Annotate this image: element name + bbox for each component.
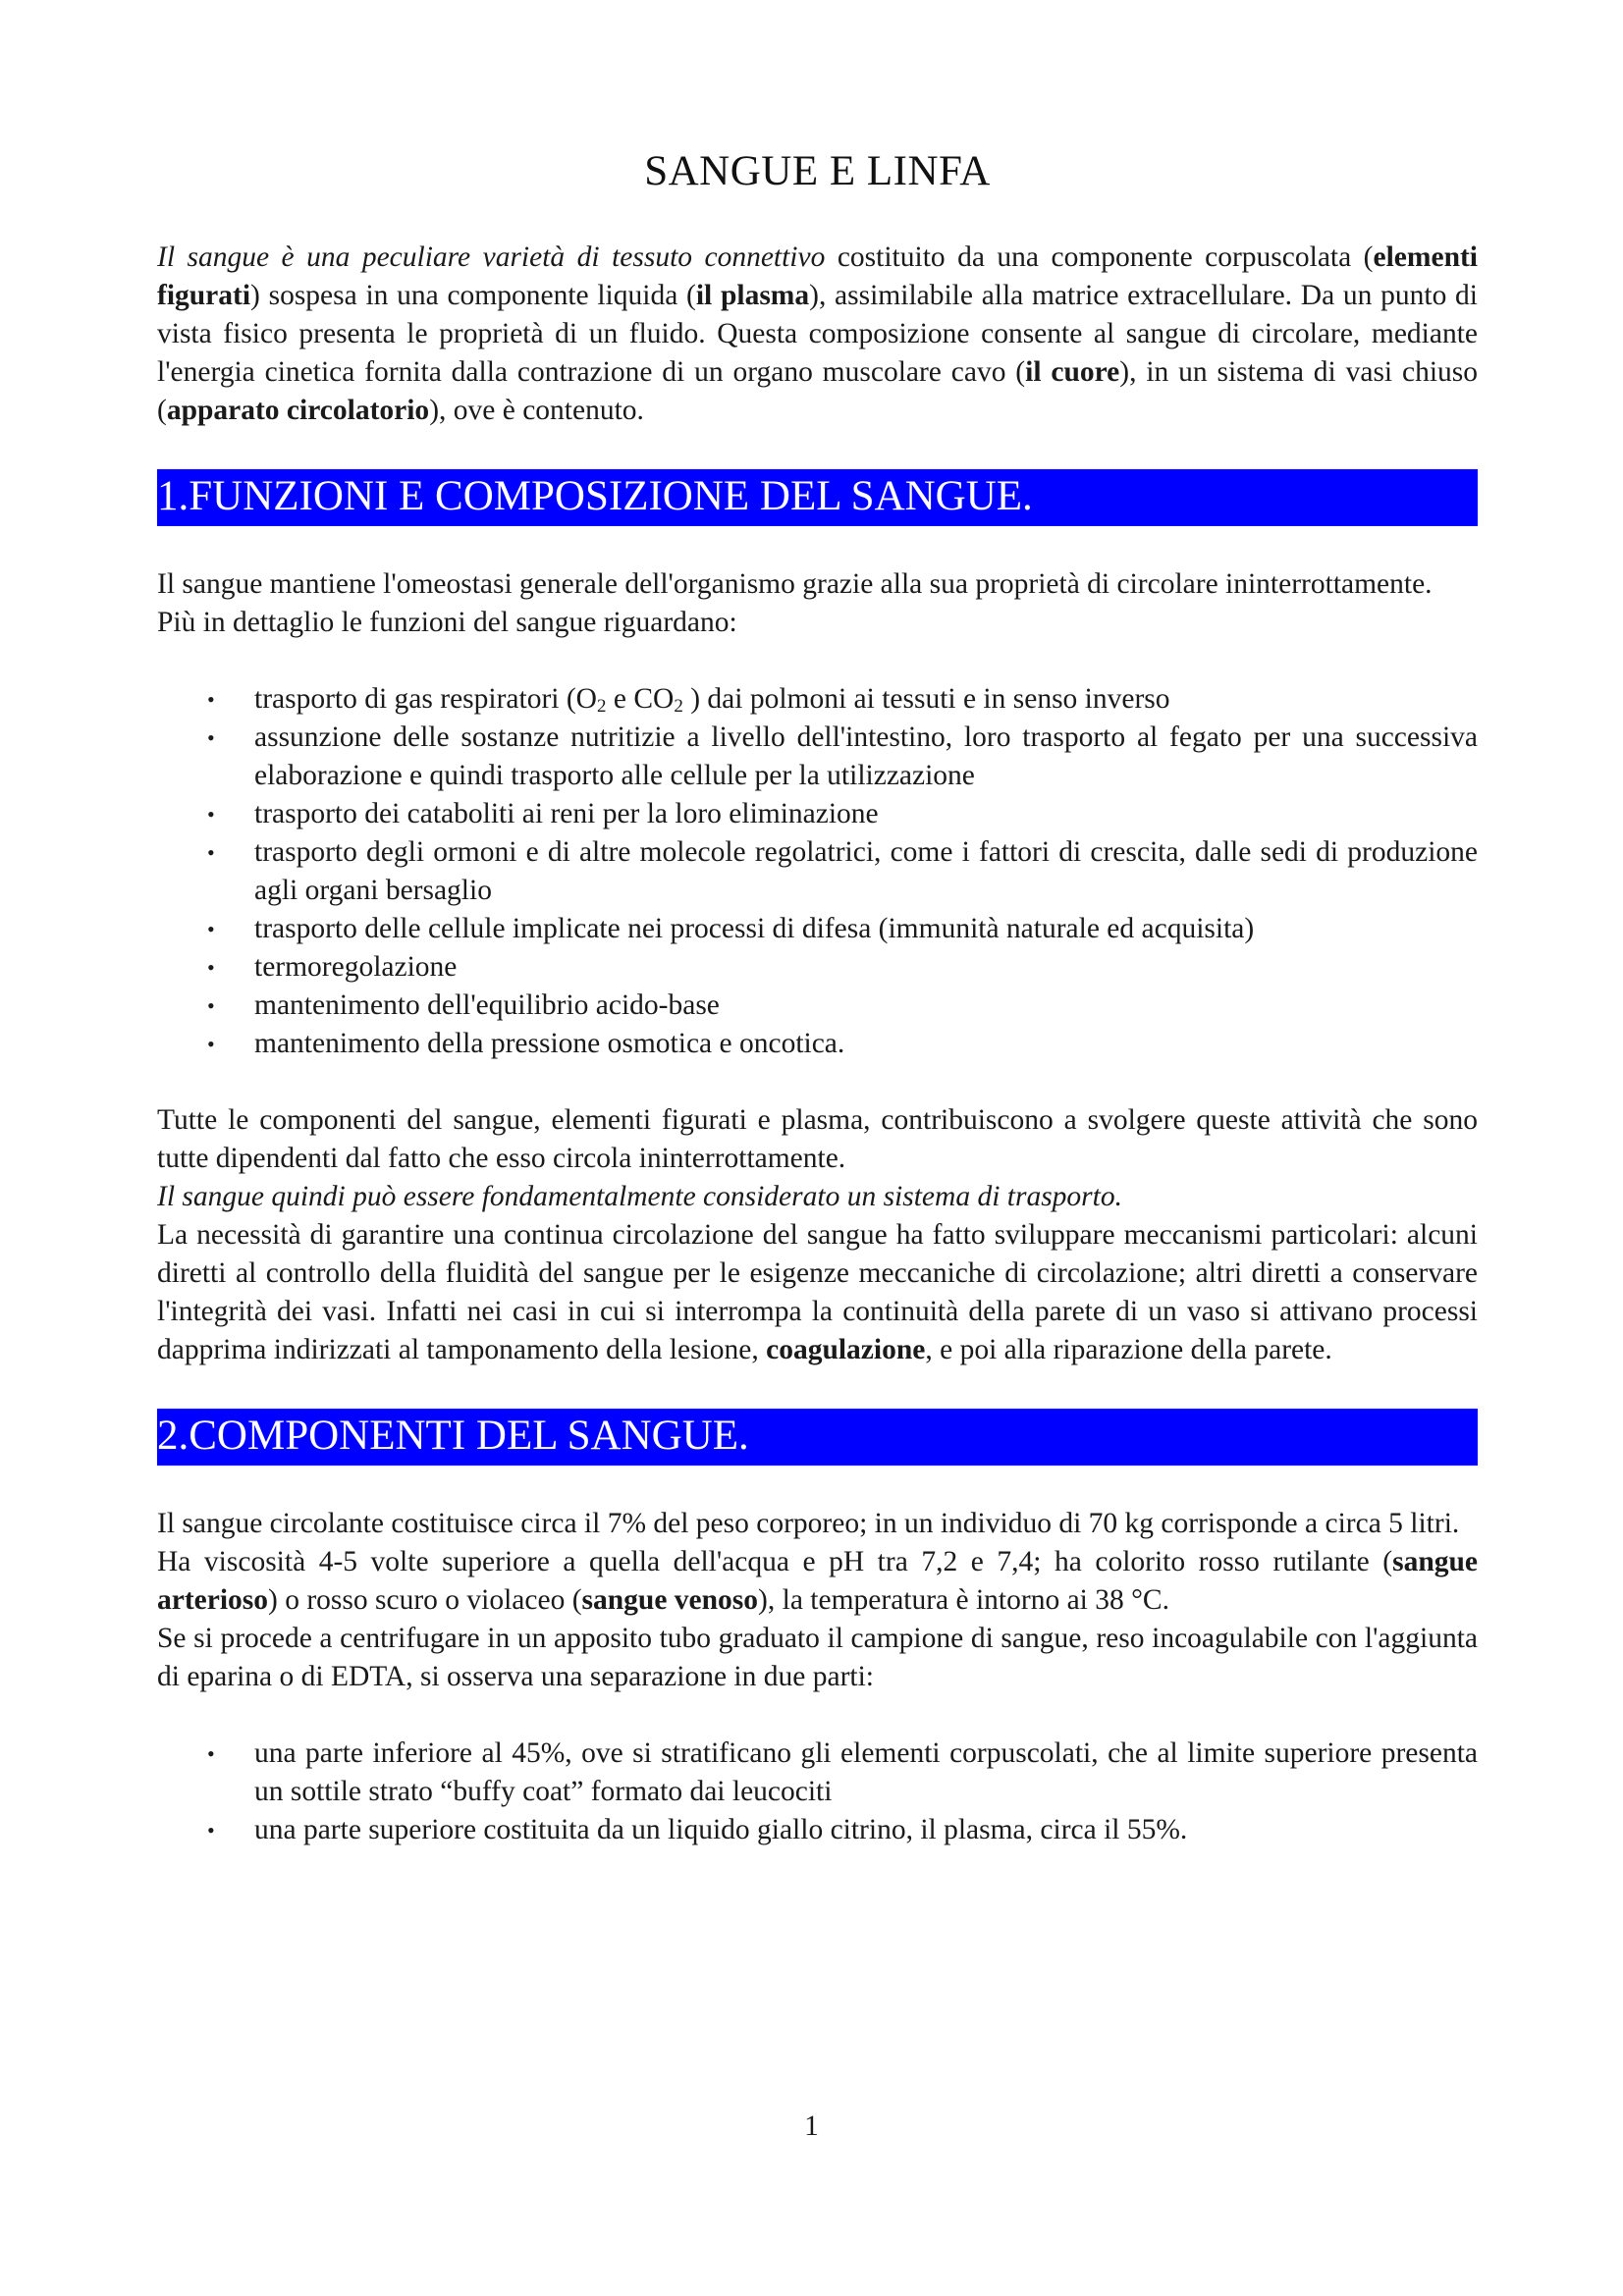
term-plasma: il plasma — [695, 280, 810, 311]
bullet-icon: • — [207, 917, 215, 941]
section2-paragraph-volume: Il sangue circolante costituisce circa il 7% del peso corporeo; in un individuo di 70 kg corrisponde a circa 5 litri. — [157, 1508, 1460, 1539]
spacer — [157, 1696, 1478, 1735]
list-item: • trasporto di gas respiratori ($O_2$ e $CO_2$ ) dai polmoni ai tessuti e in senso inverso — [157, 680, 1478, 719]
section1-paragraph-trasporto: Il sangue quindi può essere fondamentalmente considerato un sistema di trasporto. — [157, 1181, 1122, 1212]
section-heading-componenti: 2.COMPONENTI DEL SANGUE. — [157, 1409, 1478, 1466]
document-title: SANGUE E LINFA — [644, 148, 991, 194]
term-sangue-venoso: sangue venoso — [581, 1584, 759, 1616]
functions-list — [157, 680, 1478, 1063]
spacer — [157, 1063, 1478, 1101]
intro-paragraph: Il sangue è una peculiare varietà di tessuto connettivo costituito da una componente corpuscolata (elementi figurati) sospesa in una componente liquida (il plasma), assimilabile alla matrice extracellulare. Da un punto di vista fisico presenta le proprietà di un fluido. Questa composizione consente al sangue di circolare, mediante l'energia cinetica fornita dalla contrazione di un organo muscolare cavo (il cuore), in un sistema di vasi chiuso (apparato circolatorio), ove è contenuto. — [157, 241, 1478, 426]
page-number: 1 — [804, 2110, 819, 2142]
list-item: • trasporto dei cataboliti ai reni per la loro eliminazione — [157, 795, 1478, 833]
bullet-icon: • — [207, 725, 215, 750]
term-coagulazione: coagulazione — [766, 1334, 926, 1365]
bullet-icon: • — [207, 1032, 215, 1056]
section1-paragraph-coagulazione: La necessità di garantire una continua circolazione del sangue ha fatto sviluppare meccanismi particolari: alcuni diretti al controllo della fluidità del sangue per le esigenze meccaniche di circolazione; altri diretti a conservare l'integrità dei vasi. Infatti nei casi in cui si interrompa la continuità della parete di un vaso si attivano processi dapprima indirizzati al tamponamento della lesione, coagulazione, e poi alla riparazione della parete. — [157, 1219, 1478, 1365]
bullet-icon: • — [207, 1818, 215, 1842]
list-item: • una parte superiore costituita da un liquido giallo citrino, il plasma, circa il 55%. — [157, 1811, 1478, 1849]
section1-paragraph-omeostasi: Il sangue mantiene l'omeostasi generale dell'organismo grazie alla sua proprietà di circolare ininterrottamente. — [157, 568, 1433, 600]
bullet-icon: • — [207, 840, 215, 865]
section1-paragraph-componenti: Tutte le componenti del sangue, elementi figurati e plasma, contribuiscono a svolgere queste attività che sono tutte dipendenti dal fatto che esso circola ininterrottamente. — [157, 1104, 1478, 1174]
term-elementi-figurati: elementi figurati — [157, 241, 1478, 311]
list-item: • trasporto degli ormoni e di altre molecole regolatrici, come i fattori di crescita, dalle sedi di produzione agli organi bersaglio — [157, 833, 1478, 910]
list-item: • una parte inferiore al 45%, ove si stratificano gli elementi corpuscolati, che al limite superiore presenta un sottile strato “buffy coat” formato dai leucociti — [157, 1735, 1478, 1811]
list-item: • mantenimento dell'equilibrio acido-base — [157, 987, 1478, 1025]
bullet-icon: • — [207, 993, 215, 1018]
bullet-icon: • — [207, 687, 215, 712]
term-apparato-circolatorio: apparato circolatorio — [166, 395, 430, 426]
section1-paragraph-intro-list: Più in dettaglio le funzioni del sangue riguardano: — [157, 607, 737, 638]
list-item: • mantenimento della pressione osmotica e oncotica. — [157, 1025, 1478, 1063]
bullet-icon: • — [207, 1741, 215, 1766]
document-page — [157, 147, 1478, 1849]
term-cuore: il cuore — [1025, 356, 1120, 388]
intro-italic-lead: Il sangue è una peculiare varietà di tessuto connettivo — [157, 241, 826, 273]
separation-list — [157, 1735, 1478, 1849]
list-item: • assunzione delle sostanze nutritizie a livello dell'intestino, loro trasporto al fegato per una successiva elaborazione e quindi trasporto alle cellule per la utilizzazione — [157, 719, 1478, 795]
section-heading-funzioni: 1.FUNZIONI E COMPOSIZIONE DEL SANGUE. — [157, 469, 1478, 526]
section2-paragraph-viscosita: Ha viscosità 4-5 volte superiore a quella dell'acqua e pH tra 7,2 e 7,4; ha colorito rosso rutilante (sangue arterioso) o rosso scuro o violaceo (sangue venoso), la temperatura è intorno ai 38 °C. — [157, 1546, 1478, 1616]
section2-paragraph-centrifuga: Se si procede a centrifugare in un apposito tubo graduato il campione di sangue, reso incoagulabile con l'aggiunta di eparina o di EDTA, si osserva una separazione in due parti: — [157, 1623, 1478, 1692]
spacer — [157, 642, 1478, 680]
term-sangue-arterioso: sangue arterioso — [157, 1546, 1478, 1616]
bullet-icon: • — [207, 955, 215, 980]
list-item: • termoregolazione — [157, 948, 1478, 987]
bullet-icon: • — [207, 802, 215, 827]
list-item: • trasporto delle cellule implicate nei processi di difesa (immunità naturale ed acquisita) — [157, 910, 1478, 948]
